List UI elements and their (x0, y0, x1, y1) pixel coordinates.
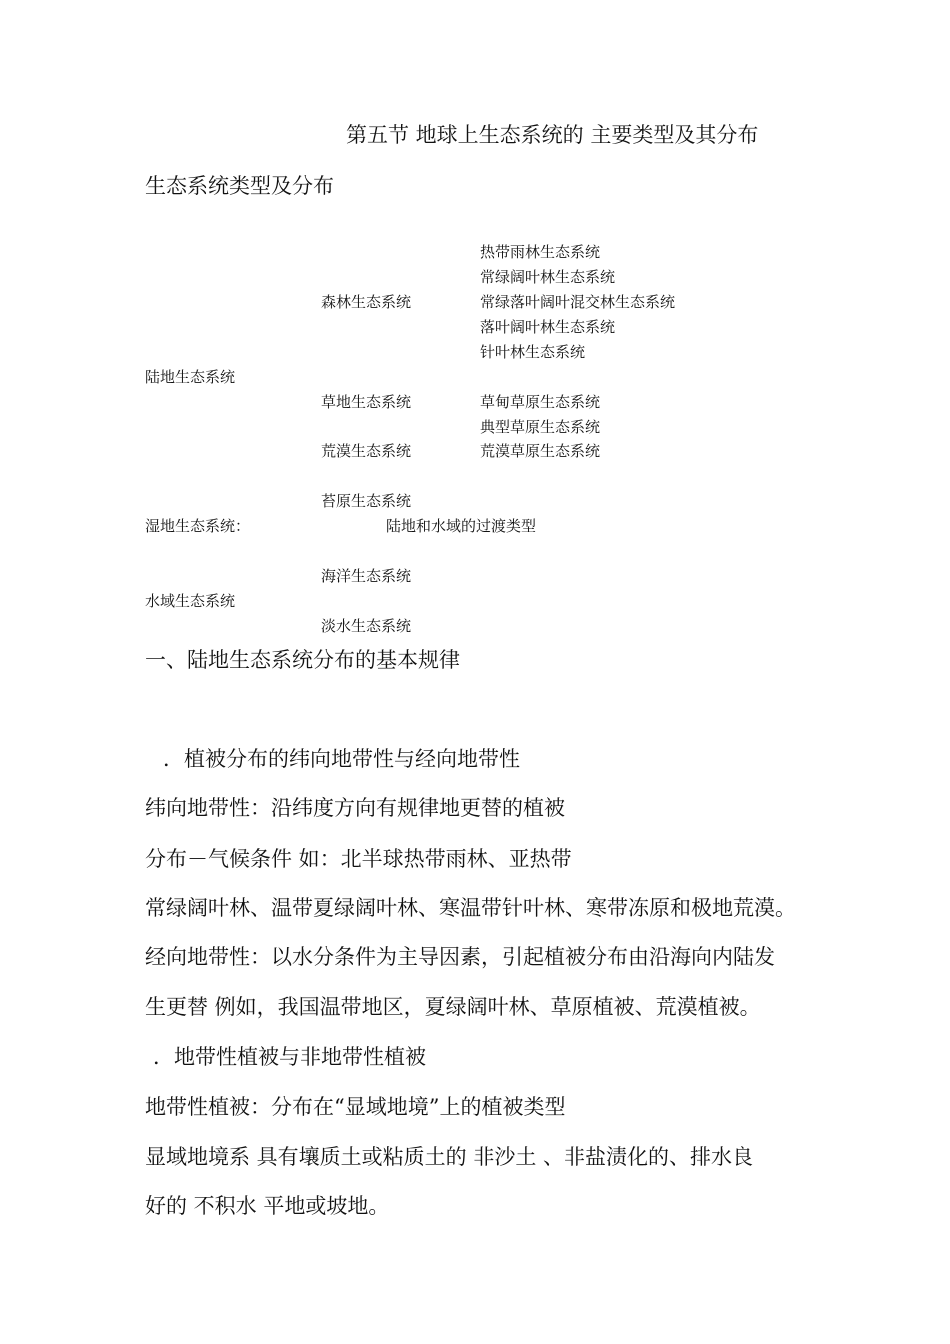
tundra-ecosystem-label: 苔原生态系统 (321, 492, 412, 510)
section-heading: 生态系统类型及分布 (145, 174, 334, 198)
forest-subtype-item: 针叶林生态系统 (480, 343, 586, 361)
paragraph-line: 纬向地带性：沿纬度方向有规律地更替的植被 (145, 796, 565, 820)
paragraph-line: 分布－气候条件 如：北半球热带雨林、亚热带 (145, 847, 572, 871)
paragraph-line: 显域地境系 具有壤质土或粘质土的 非沙土 、非盐渍化的、排水良 (145, 1145, 754, 1169)
subheading-2: ．地带性植被与非地带性植被 (153, 1045, 426, 1069)
forest-ecosystem-label: 森林生态系统 (321, 293, 412, 311)
grassland-subtype-item: 草甸草原生态系统 (480, 393, 601, 411)
forest-subtype-item: 常绿落叶阔叶混交林生态系统 (480, 293, 676, 311)
desert-ecosystem-label: 荒漠生态系统 (321, 442, 412, 460)
forest-subtype-item: 常绿阔叶林生态系统 (480, 268, 616, 286)
grassland-ecosystem-label: 草地生态系统 (321, 393, 412, 411)
paragraph-line: 经向地带性：以水分条件为主导因素，引起植被分布由沿海向内陆发 (145, 945, 775, 969)
terrestrial-ecosystem-label: 陆地生态系统 (145, 368, 236, 386)
ocean-ecosystem-label: 海洋生态系统 (321, 567, 412, 585)
freshwater-ecosystem-label: 淡水生态系统 (321, 617, 412, 635)
paragraph-line: 好的 不积水 平地或坡地。 (145, 1194, 390, 1218)
wetland-ecosystem-label: 湿地生态系统： (145, 517, 251, 535)
part1-heading: 一、陆地生态系统分布的基本规律 (145, 648, 460, 672)
grassland-subtype-item: 典型草原生态系统 (480, 418, 601, 436)
forest-subtype-item: 热带雨林生态系统 (480, 243, 601, 261)
paragraph-line: 常绿阔叶林、温带夏绿阔叶林、寒温带针叶林、寒带冻原和极地荒漠。 (145, 896, 796, 920)
forest-subtype-item: 落叶阔叶林生态系统 (480, 318, 616, 336)
page-title: 第五节 地球上生态系统的 主要类型及其分布 (346, 123, 759, 147)
wetland-description: 陆地和水域的过渡类型 (386, 517, 537, 535)
paragraph-line: 地带性植被：分布在“显域地境”上的植被类型 (145, 1095, 566, 1119)
desert-subtype-item: 荒漠草原生态系统 (480, 442, 601, 460)
paragraph-line: 生更替 例如，我国温带地区，夏绿阔叶林、草原植被、荒漠植被。 (145, 995, 761, 1019)
subheading-1: ．植被分布的纬向地带性与经向地带性 (163, 747, 520, 771)
aquatic-ecosystem-label: 水域生态系统 (145, 592, 236, 610)
